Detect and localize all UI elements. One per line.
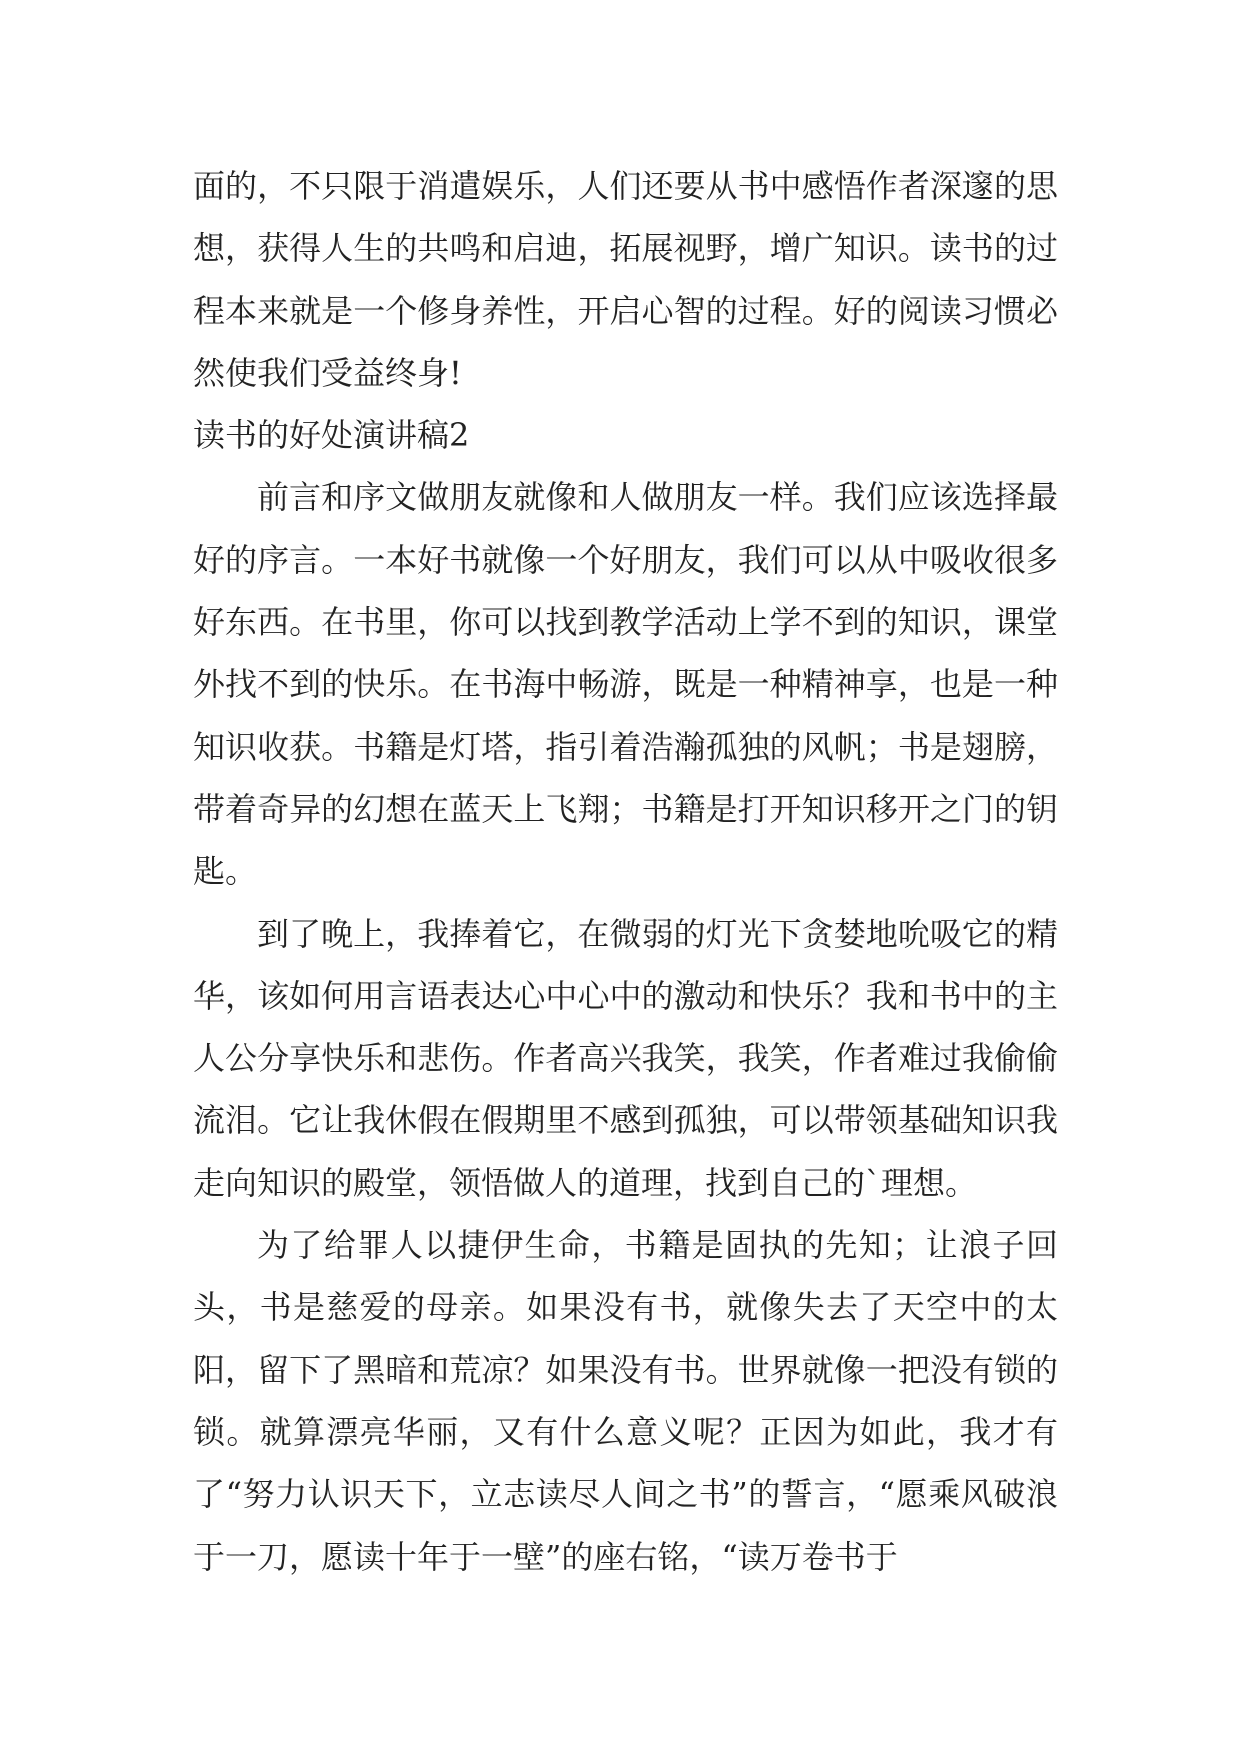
continued-paragraph: 面的，不只限于消遣娱乐，人们还要从书中感悟作者深邃的思想，获得人生的共鸣和启迪，拓展视野，增广知识。读书的过程本来就是一个修身养性，开启心智的过程。好的阅读习惯必然使我们受益终身!: [193, 167, 1058, 392]
section-title: 读书的好处演讲稿2: [193, 416, 470, 455]
paragraph-1: 前言和序文做朋友就像和人做朋友一样。我们应该选择最好的序言。一本好书就像一个好朋友，我们可以从中吸收很多好东西。在书里，你可以找到教学活动上学不到的知识，课堂外找不到的快乐。在书海中畅游，既是一种精神享，也是一种知识收获。书籍是灯塔，指引着浩瀚孤独的风帆；书是翅膀，带着奇异的幻想在蓝天上飞翔；书籍是打开知识移开之门的钥匙。: [193, 478, 1058, 891]
paragraph-2: 到了晚上，我捧着它，在微弱的灯光下贪婪地吮吸它的精华，该如何用言语表达心中心中的激动和快乐？我和书中的主人公分享快乐和悲伤。作者高兴我笑，我笑，作者难过我偷偷流泪。它让我休假在假期里不感到孤独，可以带领基础知识我走向知识的殿堂，领悟做人的道理，找到自己的`理想。: [193, 914, 1058, 1202]
paragraph-3: 为了给罪人以捷伊生命，书籍是固执的先知；让浪子回头，书是慈爱的母亲。如果没有书，就像失去了天空中的太阳，留下了黑暗和荒凉？如果没有书。世界就像一把没有锁的锁。就算漂亮华丽，又有什么意义呢？正因为如此，我才有了“努力认识天下，立志读尽人间之书”的誓言，“愿乘风破浪于一刀，愿读十年于一壁”的座右铭，“读万卷书于: [193, 1226, 1058, 1576]
document-body: [193, 155, 1058, 1588]
